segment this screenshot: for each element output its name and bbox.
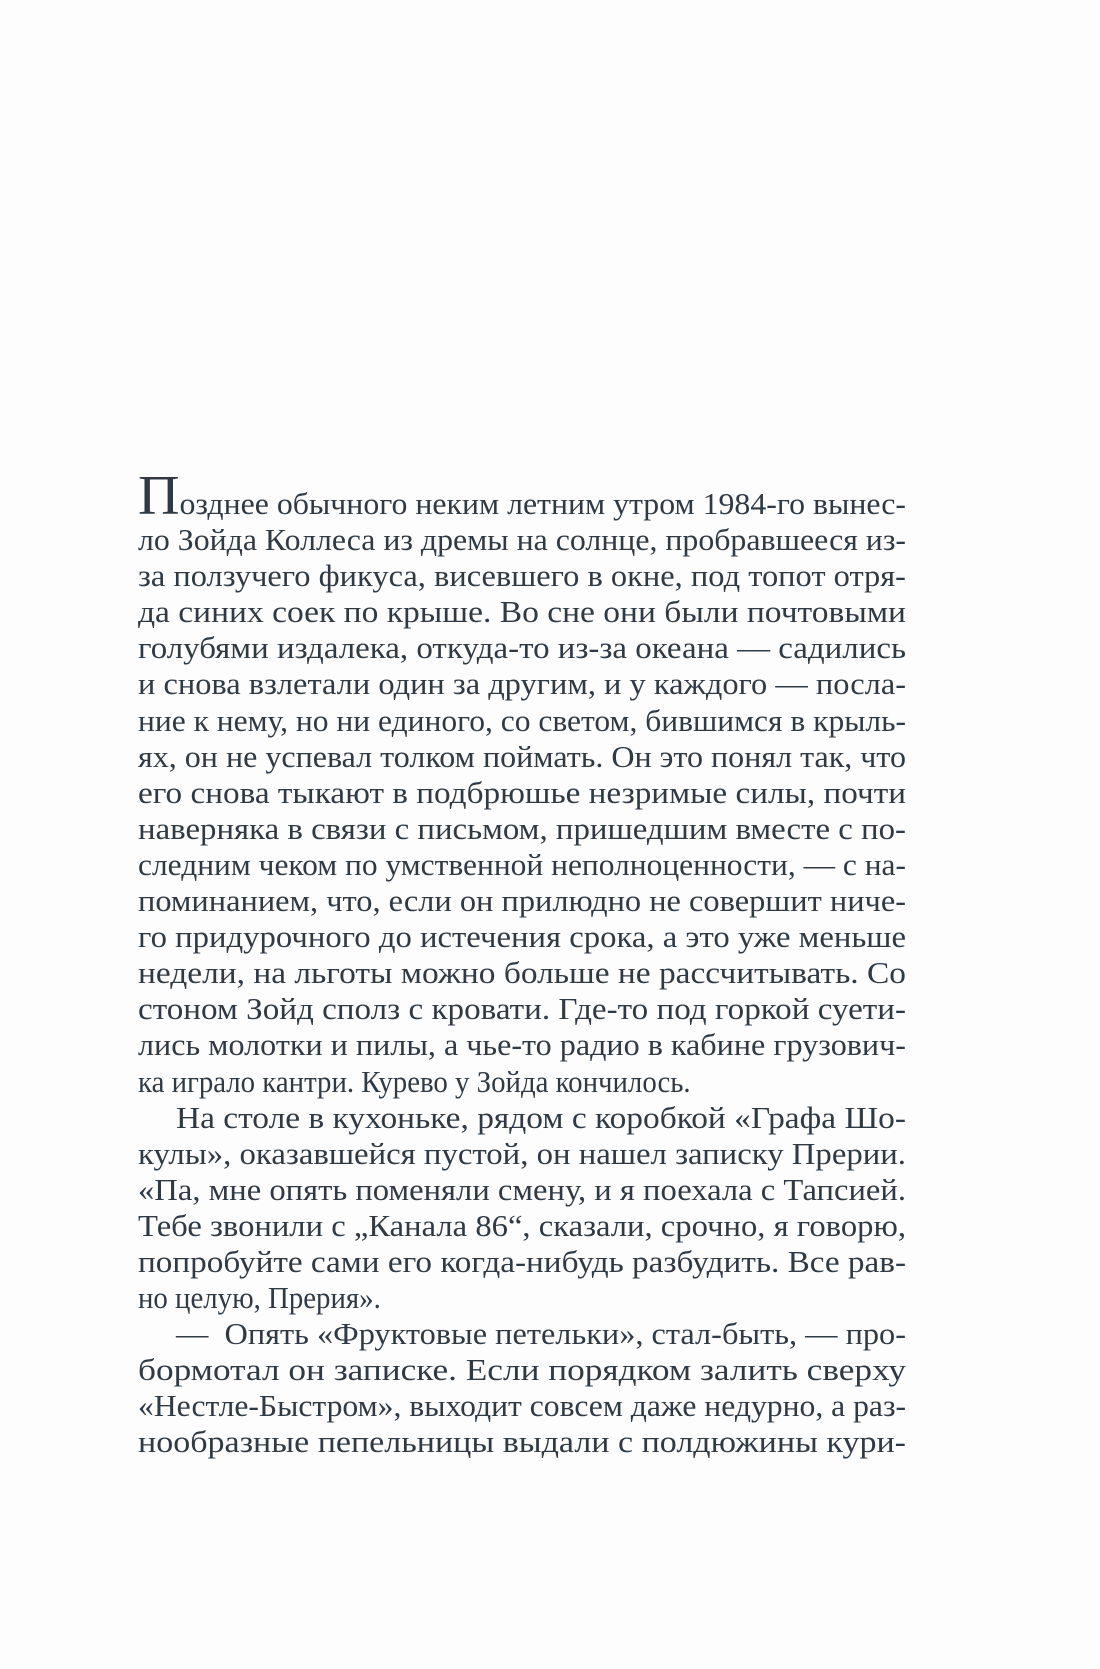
text-line: следним чеком по умственной неполноценности, — с на- xyxy=(138,846,906,882)
text-line: Позднее обычного неким летним утром 1984-го вынес- xyxy=(138,465,906,527)
text-line: лись молотки и пилы, а чье-то радио в кабине грузович- xyxy=(138,1027,906,1063)
text-line: бормотал он записке. Если порядком залить сверху xyxy=(138,1352,906,1388)
text-line: нообразные пепельницы выдали с полдюжины кури- xyxy=(138,1424,906,1460)
text-line: ло Зойда Коллеса из дремы на солнце, пробравшееся из- xyxy=(138,522,906,558)
text-line: — Опять «Фруктовые петельки», стал-быть, — про- xyxy=(176,1316,907,1352)
drop-cap-letter: П xyxy=(138,465,180,527)
text-line: недели, на льготы можно больше не рассчитывать. Со xyxy=(138,955,906,991)
text-line: кулы», оказавшейся пустой, он нашел записку Прерии. xyxy=(138,1135,906,1171)
text-line: за ползучего фикуса, висевшего в окне, под топот отря- xyxy=(138,558,906,594)
text-line: На столе в кухоньке, рядом с коробкой «Графа Шо- xyxy=(176,1099,906,1135)
text-line: «Нестле-Быстром», выходит совсем даже недурно, а раз- xyxy=(138,1388,906,1424)
text-line: ние к нему, но ни единого, со светом, бившимся в крыль- xyxy=(138,702,906,738)
text-line: поминанием, что, если он прилюдно не совершит ниче- xyxy=(138,883,906,919)
text-line: ях, он не успевал толком поймать. Он это понял так, что xyxy=(138,738,906,774)
text-line: но целую, Прерия». xyxy=(138,1280,381,1316)
text-line: Тебе звонили с „Канала 86“, сказали, срочно, я говорю, xyxy=(138,1207,906,1243)
text-line: го придурочного до истечения срока, а это уже меньше xyxy=(138,919,906,955)
text-line: и снова взлетали один за другим, и у каждого — посла- xyxy=(138,666,906,702)
text-line: да синих соек по крыше. Во сне они были почтовыми xyxy=(138,594,906,630)
text-line: наверняка в связи с письмом, пришедшим вместе с по- xyxy=(138,810,906,846)
text-line: ка играло кантри. Курево у Зойда кончилось. xyxy=(138,1063,691,1099)
text-line: попробуйте сами его когда-нибудь разбудить. Все рав- xyxy=(138,1243,906,1279)
text-line: голубями издалека, откуда-то из-за океана — садились xyxy=(138,630,906,666)
text-line: его снова тыкают в подбрюшье незримые силы, почти xyxy=(138,774,907,810)
text-line: стоном Зойд сполз с кровати. Где-то под горкой суети- xyxy=(138,991,906,1027)
text-line: «Па, мне опять поменяли смену, и я поехала с Тапсией. xyxy=(138,1171,907,1207)
page-text xyxy=(138,465,907,1461)
